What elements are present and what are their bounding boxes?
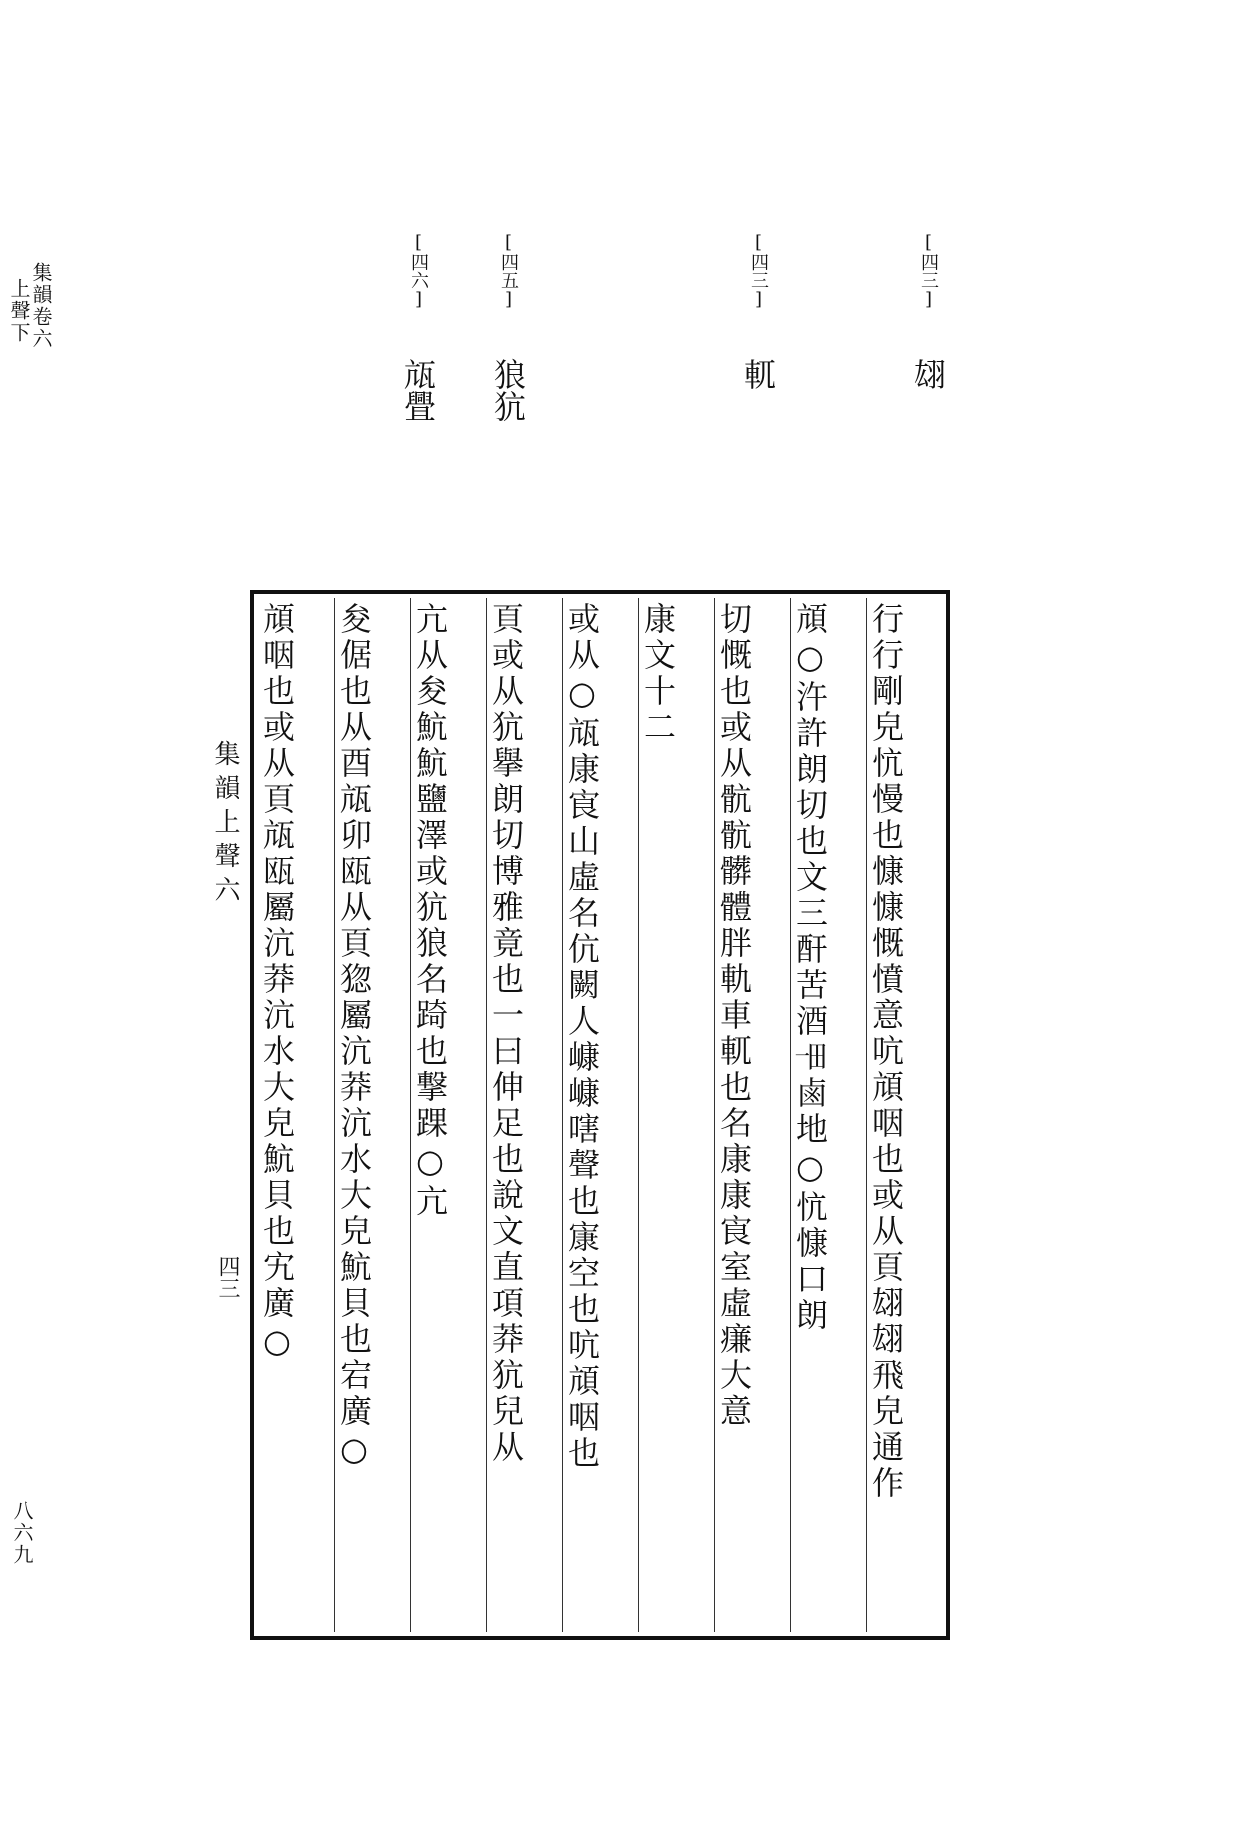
- column-text: 亢从夋魧魧鹽澤或犺狼名踦也撃踝○亢: [411, 602, 449, 1220]
- note-marker: [四五]: [498, 232, 519, 310]
- note-marker: [四六]: [408, 232, 429, 310]
- page-number: 八六九: [10, 1500, 34, 1566]
- note-marker: [四三]: [918, 232, 939, 310]
- note-char: 㼚舋: [399, 358, 437, 422]
- spine-number: 四三: [215, 1255, 240, 1299]
- column-text: 或从○㼚康㝗山虛名伉闕人嵻嵻嗐聲也㝩空也吭頏咽也: [563, 602, 601, 1472]
- column-text: 切慨也或从骯骯髒體胖軌車軏也名康康㝗室虛㾾大意: [715, 602, 753, 1430]
- note-char: 翃: [909, 358, 947, 390]
- text-column: [562, 598, 638, 1632]
- column-text: 頁或从犺擧朗切博雅竟也一曰伸足也說文直項莽犺兒从: [487, 602, 525, 1466]
- column-text: 康文十二: [639, 602, 677, 746]
- text-column: [866, 598, 942, 1632]
- column-text: 夋倨也从酉㼚卯瓯从頁㺀屬沆莽沆水大皃魧貝也宕廣○: [335, 602, 373, 1472]
- note-3: [490, 232, 526, 422]
- note-marker: [四三]: [748, 232, 769, 310]
- spine-title: 集韻上聲六: [210, 740, 240, 910]
- text-column: [410, 598, 486, 1632]
- note-1: [910, 232, 946, 390]
- note-2: [740, 232, 776, 390]
- header-section: 上聲下: [7, 278, 31, 344]
- note-char: 軏: [739, 358, 777, 390]
- note-char: 狼犺: [489, 358, 527, 422]
- note-4: [400, 232, 436, 422]
- text-column: [714, 598, 790, 1632]
- column-text: 頏咽也或从頁㼚瓯屬沆莽沆水大皃魧貝也宄廣○: [258, 602, 296, 1364]
- header-book: [8, 262, 52, 350]
- text-columns: [258, 598, 942, 1632]
- column-text: 頏○汻許朗切也文三酐苦酒𤰓鹵地○忼慷口朗: [791, 602, 829, 1334]
- text-column: [334, 598, 410, 1632]
- text-column: [486, 598, 562, 1632]
- text-column: [258, 598, 334, 1632]
- header-book-title: 集韻卷六: [29, 262, 53, 350]
- column-text: 行行剛皃忼慢也慷慷慨憤意吭頏咽也或从頁翃翃飛皃通作: [867, 602, 905, 1502]
- text-column: [790, 598, 866, 1632]
- text-column: [638, 598, 714, 1632]
